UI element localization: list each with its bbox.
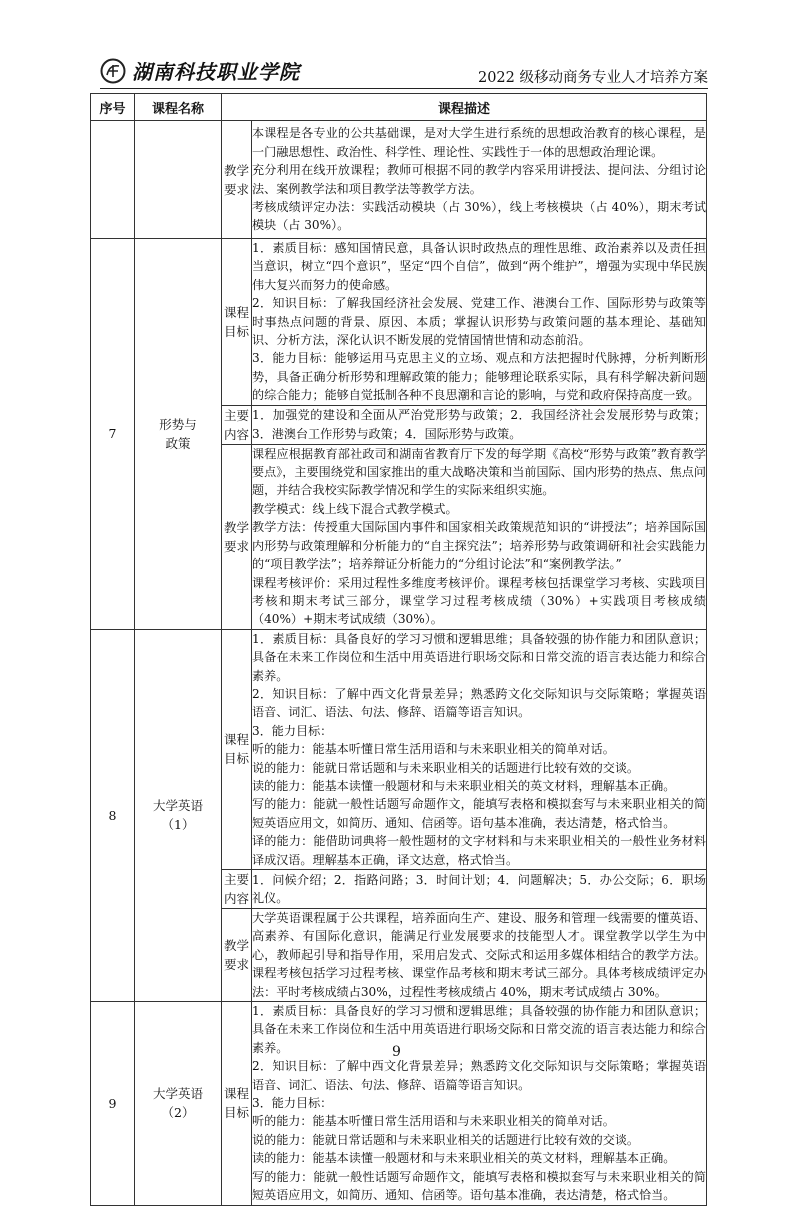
desc-paragraph: 课程考核评价：采用过程性多维度考核评价。课程考核包括课堂学习考核、实践项目考核和期末考试三部分，课堂学习过程考核成绩（30%）+实践项目考核成绩（40%）+期末考试成绩（30%）。 <box>252 575 707 627</box>
table-row <box>91 1002 707 1205</box>
desc-paragraph: 教学模式：线上线下混合式教学模式。 <box>252 501 458 516</box>
header-course-desc: 课程描述 <box>222 94 707 121</box>
course-name: 形势与 政策 <box>135 239 222 630</box>
desc-paragraph: 教学方法：传授重大国际国内事件和国家相关政策规范知识的“讲授法”；培养国际国内形势与政策理解和分析能力的“自主探究法”；培养形势与政策调研和社会实践能力的“项目教学法”；培养辩证分析能力的“分组讨论法”和“案例教学法。” <box>252 520 707 572</box>
desc-paragraph: 3．能力目标：能够运用马克思主义的立场、观点和方法把握时代脉搏，分析判断形势，具备正确分析形势和理解政策的能力；能够理论联系实际，具有科学解决新问题的综合能力；能够自觉抵制各种不良思潮和言论的影响，与党和政府保持高度一致。 <box>252 351 707 403</box>
table-row <box>91 239 707 406</box>
course-no: 7 <box>91 239 135 630</box>
section-desc <box>252 909 707 1002</box>
desc-paragraph: 1．问候介绍；2．指路问路；3．时间计划；4．问题解决；5．办公交际；6．职场礼仪。 <box>252 872 707 905</box>
row-name-empty <box>135 121 222 239</box>
section-label: 课程 目标 <box>222 629 252 869</box>
course-name: 大学英语 （2） <box>135 1002 222 1205</box>
section-label: 课程 目标 <box>222 1002 252 1205</box>
desc-paragraph: 考核成绩评定办法：实践活动模块（占 30%），线上考核模块（占 40%），期末考试模块（占 30%）。 <box>252 199 707 233</box>
table-row <box>91 629 707 869</box>
desc-paragraph: 1．素质目标：感知国情民意，具备认识时政热点的理性思维、政治素养以及责任担当意识，树立“四个意识”，坚定“四个自信”，做到“两个维护”，增强为实现中华民族伟大复兴而努力的使命感。 <box>252 241 707 292</box>
section-label: 课程 目标 <box>222 239 252 406</box>
desc-paragraph: 说的能力：能就日常话题和与未来职业相关的话题进行比较有效的交谈。 <box>252 760 640 775</box>
section-desc <box>252 444 707 629</box>
desc-paragraph: 1．素质目标：具备良好的学习习惯和逻辑思维；具备较强的协作能力和团队意识；具备在未来工作岗位和生活中用英语进行职场交际和日常交流的语言表达能力和综合素养。 <box>252 631 707 683</box>
section-label: 教学 要求 <box>222 909 252 1002</box>
page-header <box>100 56 708 90</box>
course-table <box>90 93 707 1206</box>
row-no-empty <box>91 121 135 239</box>
desc-paragraph: 充分利用在线开放课程；教师可根据不同的教学内容采用讲授法、提问法、分组讨论法、案例教学法和项目教学法等教学方法。 <box>252 163 707 196</box>
section-desc <box>252 870 707 909</box>
section-label: 教学 要求 <box>222 444 252 629</box>
desc-paragraph: 听的能力：能基本听懂日常生活用语和与未来职业相关的简单对话。 <box>252 742 615 757</box>
desc-paragraph: 写的能力：能就一般性话题写命题作文，能填写表格和模拟套写与未来职业相关的简短英语应用文，如简历、通知、信函等。语句基本准确，表达清楚，格式恰当。 <box>252 797 707 830</box>
section-desc <box>252 405 707 444</box>
desc-paragraph: 1．加强党的建设和全面从严治党形势与政策；2．我国经济社会发展形势与政策；3．港澳台工作形势与政策；4．国际形势与政策。 <box>252 408 707 441</box>
course-name: 大学英语 （1） <box>135 629 222 1001</box>
table-row <box>91 121 707 239</box>
school-logo <box>100 56 300 85</box>
section-desc <box>252 239 707 406</box>
desc-paragraph: 听的能力：能基本听懂日常生活用语和与未来职业相关的简单对话。 <box>252 1114 615 1129</box>
desc-paragraph: 读的能力：能基本读懂一般题材和与未来职业相关的英文材料，理解基本正确。 <box>252 1151 676 1166</box>
header-course-name: 课程名称 <box>135 94 222 121</box>
header-rule <box>100 88 708 89</box>
desc-paragraph: 译的能力：能借助词典将一般性题材的文字材料和与未来职业相关的一般性业务材料译成汉语。理解基本正确，译文达意，格式恰当。 <box>252 834 707 867</box>
school-name: 湖南科技职业学院 <box>132 60 300 84</box>
course-no: 8 <box>91 629 135 1001</box>
section-desc <box>252 1002 707 1205</box>
document-title: 2022 级移动商务专业人才培养方案 <box>477 70 708 86</box>
desc-paragraph: 3．能力目标： <box>252 1096 333 1111</box>
section-desc <box>252 629 707 869</box>
section-label: 主要 内容 <box>222 870 252 909</box>
school-emblem-icon <box>100 58 126 84</box>
desc-paragraph: 2．知识目标：了解中西文化背景差异；熟悉跨文化交际知识与交际策略；掌握英语语音、词汇、语法、句法、修辞、语篇等语言知识。 <box>252 1059 707 1092</box>
desc-paragraph: 3．能力目标： <box>252 723 333 738</box>
desc-paragraph: 2．知识目标：了解我国经济社会发展、党建工作、港澳台工作、国际形势与政策等时事热点问题的背景、原因、本质；掌握认识形势与政策问题的基本理论、基础知识、分析方法，深化认识不断发展的党情国情世情和动态前沿。 <box>252 296 707 348</box>
desc-paragraph: 本课程是各专业的公共基础课，是对大学生进行系统的思想政治教育的核心课程，是一门融思想性、政治性、科学性、理论性、实践性于一体的思想政治理论课。 <box>252 126 707 159</box>
header-no: 序号 <box>91 94 135 121</box>
desc-paragraph: 课程应根据教育部社政司和湖南省教育厅下发的每学期《高校“形势与政策”教育教学要点》，主要围绕党和国家推出的重大战略决策和当前国际、国内形势的热点、焦点问题，并结合我校实际教学情况和学生的实际来组织实施。 <box>252 446 707 498</box>
desc-paragraph: 大学英语课程属于公共课程，培养面向生产、建设、服务和管理一线需要的懂英语、高素养、有国际化意识，能满足行业发展要求的技能型人才。课堂教学以学生为中心，教师起引导和指导作用，采用启发式、交际式和运用多媒体相结合的教学方法。课程考核包括学习过程考核、课堂作品考核和期末考试三部分。具体考核成绩评定办法：平时考核成绩占30%，过程性考核成绩占 40%，期末考试成绩占 30%。 <box>252 911 707 999</box>
section-desc <box>252 121 707 239</box>
section-label: 教学 要求 <box>222 121 252 239</box>
table-header-row <box>91 94 707 121</box>
desc-paragraph: 1．素质目标：具备良好的学习习惯和逻辑思维；具备较强的协作能力和团队意识；具备在未来工作岗位和生活中用英语进行职场交际和日常交流的语言表达能力和综合素养。 <box>252 1004 707 1055</box>
page-number: 9 <box>392 1044 401 1060</box>
desc-paragraph: 2．知识目标：了解中西文化背景差异；熟悉跨文化交际知识与交际策略；掌握英语语音、词汇、语法、句法、修辞、语篇等语言知识。 <box>252 686 707 720</box>
section-label: 主要 内容 <box>222 405 252 444</box>
course-no: 9 <box>91 1002 135 1205</box>
desc-paragraph: 读的能力：能基本读懂一般题材和与未来职业相关的英文材料，理解基本正确。 <box>252 778 676 793</box>
desc-paragraph: 说的能力：能就日常话题和与未来职业相关的话题进行比较有效的交谈。 <box>252 1132 640 1147</box>
desc-paragraph: 写的能力：能就一般性话题写命题作文，能填写表格和模拟套写与未来职业相关的简短英语应用文，如简历、通知、信函等。语句基本准确，表达清楚，格式恰当。 <box>252 1169 707 1203</box>
